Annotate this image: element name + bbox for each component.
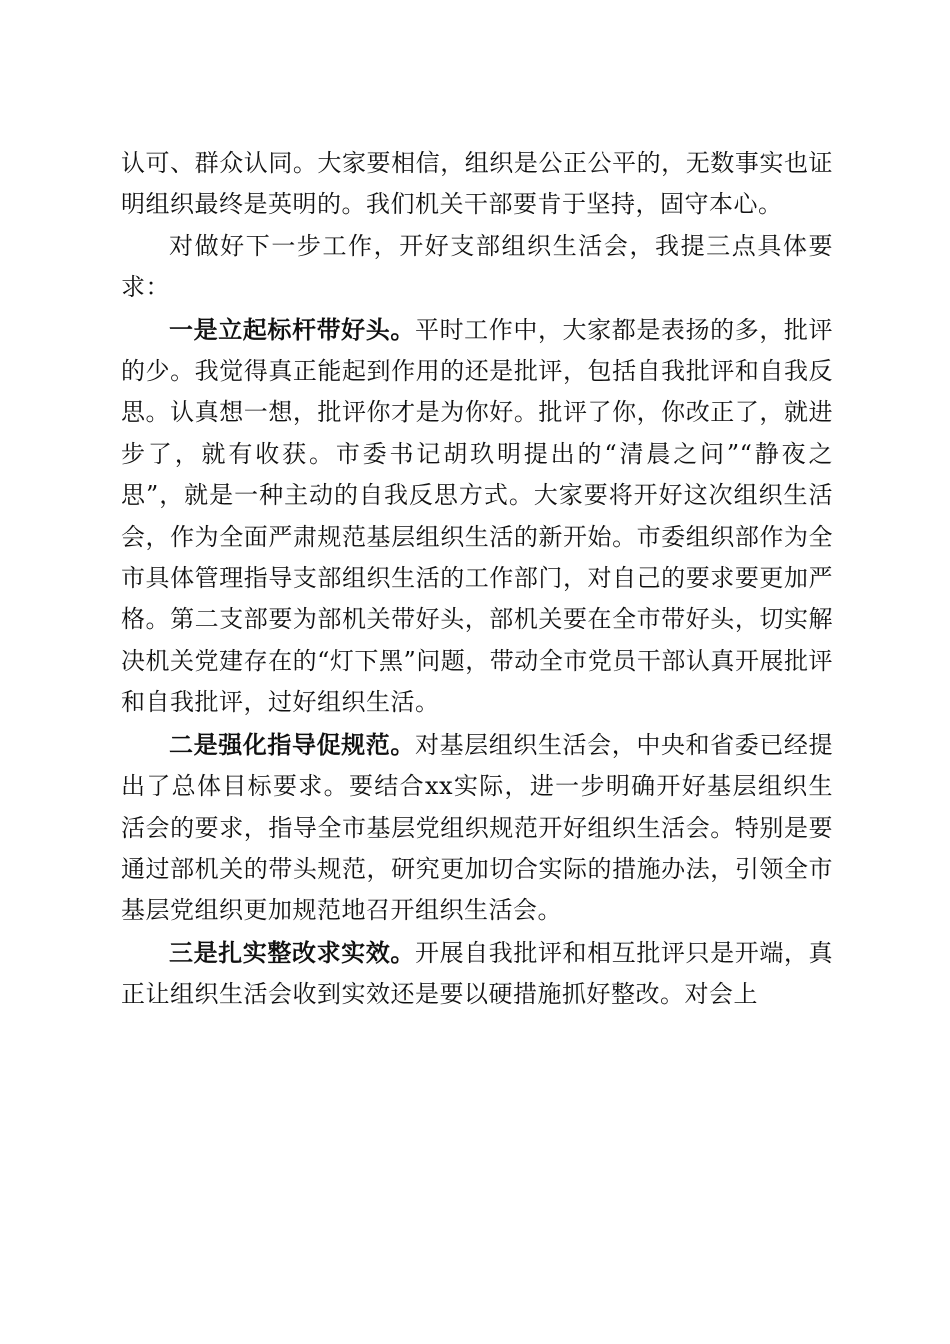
paragraph-text: 对基层组织生活会，中央和省委已经提出了总体目标要求。要结合xx实际，进一步明确开好基层组织生活会的要求，指导全市基层党组织规范开好组织生活会。特别是要通过部机关的带头规范，研究更加切合实际的措施办法，引领全市基层党组织更加规范地召开组织生活会。 bbox=[121, 730, 834, 925]
paragraph-lead-heading: 三是扎实整改求实效。 bbox=[169, 937, 415, 967]
paragraph-text: 对做好下一步工作，开好支部组织生活会，我提三点具体要求： bbox=[121, 231, 833, 302]
paragraph-text: 平时工作中，大家都是表扬的多，批评的少。我觉得真正能起到作用的还是批评，包括自我批评和自我反思。认真想一想，批评你才是为你好。批评了你，你改正了，就进步了，就有收获。市委书记胡玖明提出的“清晨之问”“静夜之思”，就是一种主动的自我反思方式。大家要将开好这次组织生活会，作为全面严肃规范基层组织生活的新开始。市委组织部作为全市具体管理指导支部组织生活的工作部门，对自己的要求要更加严格。第二支部要为部机关带好头，部机关要在全市带好头，切实解决机关党建存在的“灯下黑”问题，带动全市党员干部认真开展批评和自我批评，过好组织生活。 bbox=[121, 315, 834, 717]
paragraph-requirements-intro bbox=[121, 226, 833, 309]
paragraph-lead-heading: 二是强化指导促规范。 bbox=[169, 729, 415, 759]
paragraph-continuation bbox=[121, 143, 833, 226]
paragraph-text: 认可、群众认同。大家要相信，组织是公正公平的，无数事实也证明组织最终是英明的。我们机关干部要肯于坚持，固守本心。 bbox=[121, 149, 833, 219]
paragraph-point-three bbox=[121, 932, 833, 1016]
paragraph-point-two bbox=[121, 724, 833, 932]
document-body bbox=[121, 143, 833, 1016]
paragraph-lead-heading: 一是立起标杆带好头。 bbox=[169, 314, 415, 344]
paragraph-point-one bbox=[121, 309, 833, 724]
paragraph-text: 开展自我批评和相互批评只是开端，真正让组织生活会收到实效还是要以硬措施抓好整改。对会上 bbox=[121, 938, 834, 1009]
